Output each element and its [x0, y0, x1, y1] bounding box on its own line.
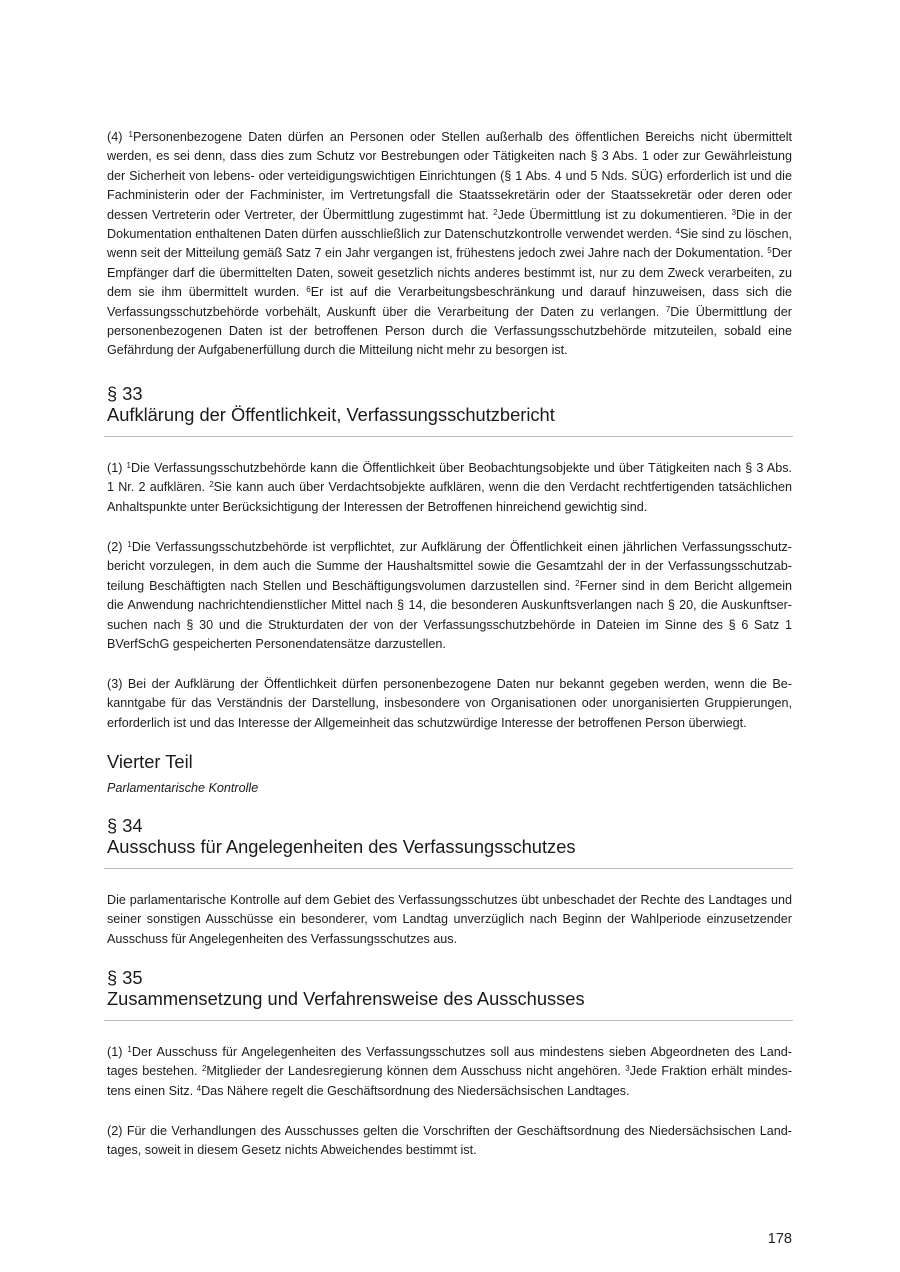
page-number: 178	[767, 1231, 792, 1247]
paragraph-4: (4) $^1$Personenbezogene Daten dürfen an Personen oder Stellen außerhalb des öffentlichen Bereichs nicht übermittelt werden, es sei denn, dass dies zum Schutz vor Bestrebungen oder Tätigkeiten nach § 3 Abs. 1 oder zur Gewährleistung der Sicherheit von lebens- oder verteidigungswichtigen Einrichtungen (§ 1 Abs. 4 und 5 Nds. SÜG) erforderlich ist und die Fachministerin oder der Fachminister, im Vertretungsfall die Staatssekretärin oder der Staatssekretär oder deren oder dessen Vertreterin oder Vertreter, der Übermittlung zugestimmt hat. $^2$Jede Übermittlung ist zu dokumentieren. $^3$Die in der Dokumentation enthaltenen Daten dürfen ausschließlich zur Datenschutzkontrolle verwendet werden. $^4$Sie sind zu löschen, wenn seit der Mitteilung gemäß Satz 7 ein Jahr vergangen ist, frühestens jedoch zwei Jahre nach der Dokumentation. $^5$Der Empfänger darf die übermittelten Daten, soweit gesetzlich nichts anderes bestimmt ist, nur zu dem Zweck verarbeiten, zu dem sie ihm übermittelt wurden. $^6$Er ist auf die Verarbeitungsbeschränkung und darauf hinzuweisen, dass sich die Verfassungsschutzbehörde vorbehält, Auskunft über die Verarbeitung der Daten zu verlangen. $^7$Die Übermittlung der personenbezogenen Daten ist der betroffenen Person durch die Verfassungsschutzbehörde mitzuteilen, sobald eine Gefährdung der Aufgabenerfüllung durch die Mitteilung nicht mehr zu besorgen ist.	[107, 130, 793, 358]
section-33-paragraph-2: (2) $^1$Die Verfassungsschutzbehörde ist verpflichtet, zur Aufklärung der Öffentlichkeit einen jährlichen Verfassungsschutzbericht vorzulegen, in dem auch die Summe der Haushaltsmittel sowie die Gesamtzahl der in der Verfassungsschutzabteilung Beschäftigten nach Stellen und Beschäftigungsvolumen darzustellen sind. $^2$Ferner sind in dem Bericht allgemein die Anwendung nachrichtendienstlicher Mittel nach § 14, die besonderen Auskunftsverlangen nach § 20, die Auskunftsersuchen nach § 30 und die Strukturdaten der von der Verfassungsschutzbehörde in Dateien im Sinne des § 6 Satz 1 BVerfSchG gespeicherten Personendatensätze darzustellen.	[107, 540, 793, 652]
section-35-divider	[104, 1020, 793, 1021]
section-33-number: § 33	[107, 383, 143, 404]
section-34-title: Ausschuss für Angelegenheiten des Verfassungsschutzes	[107, 836, 576, 857]
section-33-paragraph-1: (1) $^1$Die Verfassungsschutzbehörde kann die Öffentlichkeit über Beobachtungsobjekte und über Tätigkeiten nach § 3 Abs. 1 Nr. 2 aufklären. $^2$Sie kann auch über Verdachtsobjekte aufklären, wenn die den Verdacht rechtfertigenden tatsächlichen Anhaltspunkte unter Berücksichtigung der Interessen der Betroffenen hinreichend gewichtig sind.	[107, 461, 793, 514]
section-33-title: Aufklärung der Öffentlichkeit, Verfassungsschutzbericht	[107, 404, 555, 425]
section-34-text: Die parlamentarische Kontrolle auf dem Gebiet des Verfassungsschutzes übt unbeschadet der Rechte des Landtages und seiner sonstigen Ausschüsse ein besonderer, vom Landtag unverzüglich nach Beginn der Wahlperiode einzusetzender Ausschuss für Angelegenheiten des Verfassungsschutzes aus.	[107, 893, 792, 946]
section-34-number: § 34	[107, 815, 143, 836]
section-35-title: Zusammensetzung und Verfahrensweise des Ausschusses	[107, 988, 585, 1009]
section-35-paragraph-2: (2) Für die Verhandlungen des Ausschusses gelten die Vorschriften der Geschäftsordnung des Niedersächsischen Landtages, soweit in diesem Gesetz nichts Abweichendes bestimmt ist.	[107, 1124, 792, 1158]
section-35-number: § 35	[107, 967, 143, 988]
section-34-divider	[104, 868, 793, 869]
part-subtitle: Parlamentarische Kontrolle	[107, 781, 259, 795]
section-33-paragraph-3: (3) Bei der Aufklärung der Öffentlichkeit dürfen personenbezogene Daten nur bekannt gegeben werden, wenn die Bekanntgabe für das Verständnis der Darstellung, insbesondere von Organisationen oder unorganisierten Gruppierungen, erforderlich ist und das Interesse der Allgemeinheit das schutzwürdige Interesse der betroffenen Person überwiegt.	[107, 677, 792, 730]
section-33-divider	[104, 436, 793, 437]
section-35-paragraph-1: (1) $^1$Der Ausschuss für Angelegenheiten des Verfassungsschutzes soll aus mindestens sieben Abgeordneten des Landtages bestehen. $^2$Mitglieder der Landesregierung können dem Ausschuss nicht angehören. $^3$Jede Fraktion erhält mindestens einen Sitz. $^4$Das Nähere regelt die Geschäftsordnung des Niedersächsischen Landtages.	[107, 1045, 793, 1098]
part-title: Vierter Teil	[107, 751, 193, 772]
